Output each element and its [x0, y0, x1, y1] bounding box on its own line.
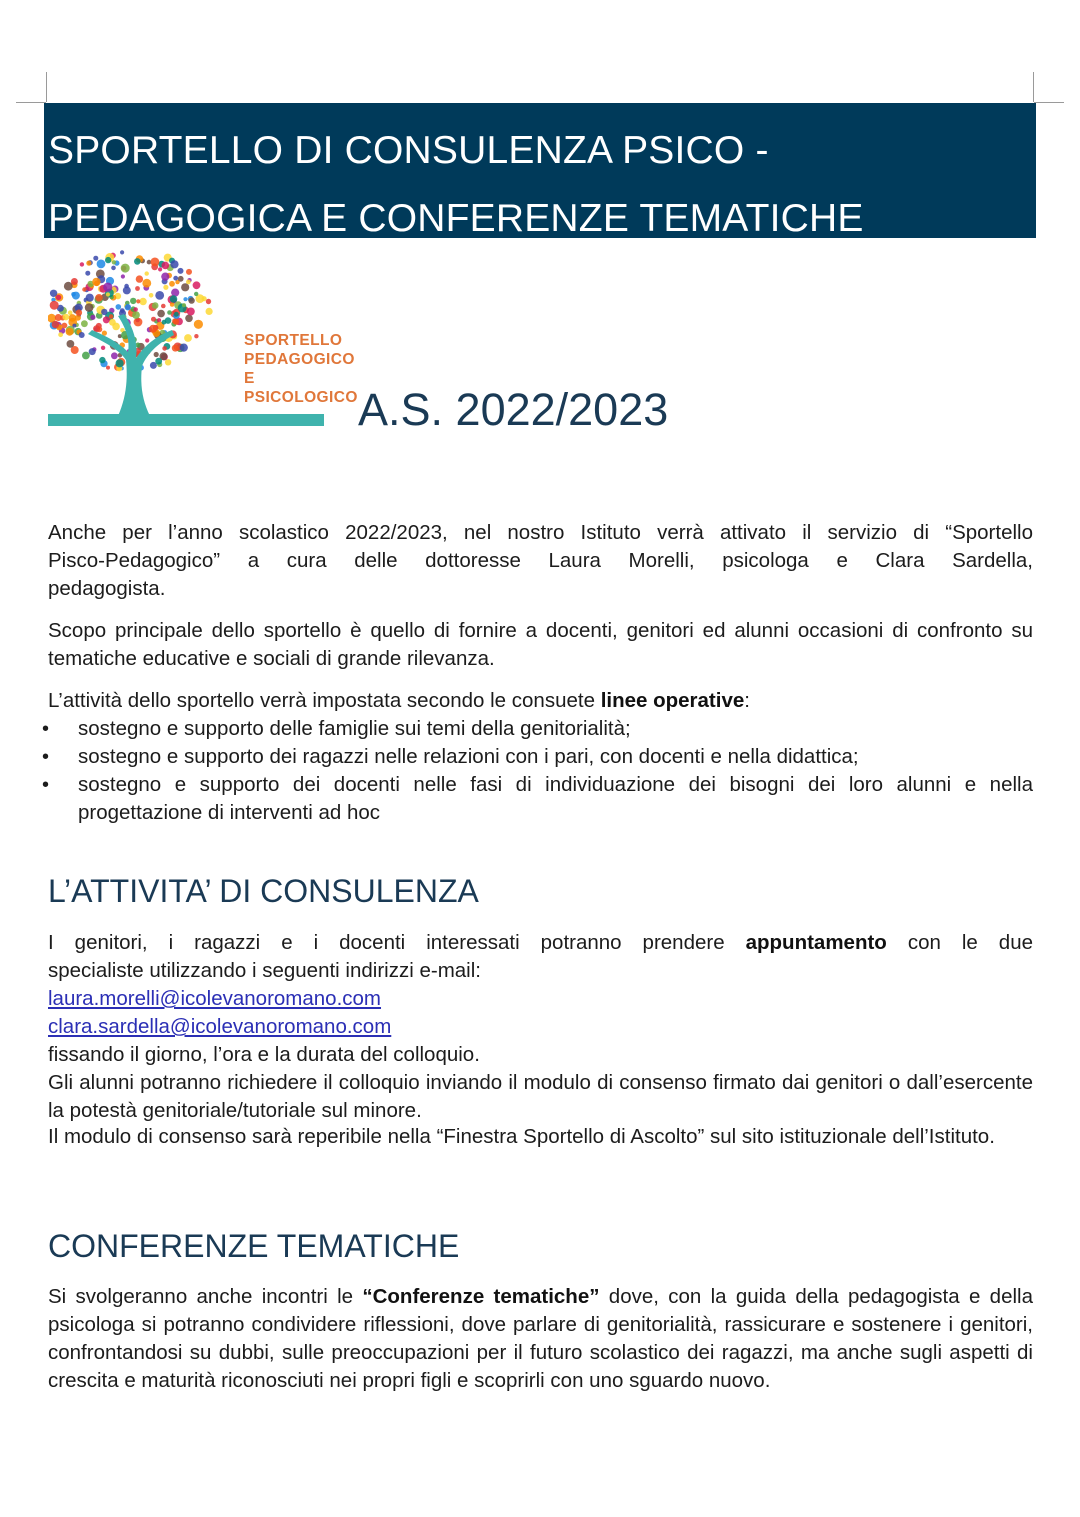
consulenza-text-before: I genitori, i ragazzi e i docenti interessati potranno prendere — [48, 931, 746, 954]
consulenza-text-after: con le due — [886, 931, 1033, 954]
email-line-2 — [48, 1013, 1033, 1041]
linee-colon: : — [744, 689, 750, 712]
modulo-paragraph: Il modulo di consenso sarà reperibile nella “Finestra Sportello di Ascolto” sul sito istituzionale dell’Istituto. — [48, 1125, 995, 1148]
crop-mark-right-vertical — [1033, 72, 1034, 102]
operational-lines-list — [42, 715, 1033, 827]
list-item — [42, 715, 1033, 743]
logo-text-line-4: PSICOLOGICO — [244, 389, 358, 406]
intro-paragraph-3 — [48, 687, 1033, 715]
logo-text-line-3: E — [244, 370, 255, 387]
conferenze-tematiche-bold: “Conferenze tematiche” — [362, 1285, 600, 1308]
crop-mark-right-horizontal — [1034, 102, 1064, 103]
list-item — [42, 771, 1033, 827]
consulenza-line-1 — [48, 929, 1033, 957]
bullet-icon: • — [42, 774, 50, 796]
fissando-line: fissando il giorno, l’ora e la durata del colloquio. — [48, 1043, 480, 1066]
crop-mark-left-vertical — [46, 72, 47, 102]
email-link-morelli[interactable]: laura.morelli@icolevanoromano.com — [48, 987, 382, 1010]
appuntamento-bold: appuntamento — [745, 931, 887, 954]
email-line-1 — [48, 985, 1033, 1013]
bullet-icon: • — [42, 746, 50, 768]
consulenza-line-2: specialiste utilizzando i seguenti indirizzi e-mail: — [48, 959, 481, 982]
title-banner — [44, 103, 1036, 238]
email-link-sardella[interactable]: clara.sardella@icolevanoromano.com — [48, 1015, 392, 1038]
title-line-1: SPORTELLO DI CONSULENZA PSICO - — [48, 129, 769, 172]
consulenza-heading: L’ATTIVITA’ DI CONSULENZA — [48, 873, 479, 909]
intro-paragraph-2: Scopo principale dello sportello è quello di fornire a docenti, genitori ed alunni occasioni di confronto su tematiche educative e sociali di grande rilevanza. — [48, 619, 1033, 670]
intro-line-2: Pisco-Pedagogico” a cura delle dottoresse Laura Morelli, psicologa e Clara Sardella, — [48, 549, 1033, 572]
list-item-text: sostegno e supporto dei ragazzi nelle relazioni con i pari, con docenti e nella didattica; — [78, 745, 859, 768]
sportello-logo — [48, 248, 358, 428]
conferenze-heading: CONFERENZE TEMATICHE — [48, 1228, 460, 1264]
alunni-paragraph: Gli alunni potranno richiedere il colloquio inviando il modulo di consenso firmato dai genitori o dall’esercente la potestà genitoriale/tutoriale sul minore. — [48, 1071, 1033, 1122]
school-year: A.S. 2022/2023 — [358, 384, 669, 435]
crop-mark-left-horizontal — [16, 102, 46, 103]
logo-text-line-2: PEDAGOGICO — [244, 351, 355, 368]
intro-line-3: pedagogista. — [48, 577, 166, 600]
linee-operative-bold: linee operative — [600, 689, 745, 712]
conferenze-text-before: Si svolgeranno anche incontri le — [48, 1285, 363, 1308]
conferenze-text-after: dove, con la guida della pedagogista e della psicologa si potranno condividere riflessioni, dove parlare di genitorialità, rassicurare e sostenere i genitori, confrontandosi su dubbi, sulle preoccupazioni per il futuro scolastico dei ragazzi, ma anche sugli aspetti di crescita e maturità riconosciuti nei propri figli e scoprirli con uno sguardo nuovo. — [48, 1285, 1033, 1392]
list-item-text: sostegno e supporto dei docenti nelle fasi di individuazione dei bisogni dei loro alunni e nella progettazione di interventi ad hoc — [78, 773, 1033, 824]
bullet-icon: • — [42, 718, 50, 740]
list-item — [42, 743, 1033, 771]
logo-text-line-1: SPORTELLO — [244, 332, 343, 349]
title-line-2: PEDAGOGICA E CONFERENZE TEMATICHE — [48, 197, 864, 240]
list-item-text: sostegno e supporto delle famiglie sui temi della genitorialità; — [78, 717, 631, 740]
linee-intro-text: L’attività dello sportello verrà impostata secondo le consuete — [48, 689, 601, 712]
intro-line-1: Anche per l’anno scolastico 2022/2023, nel nostro Istituto verrà attivato il servizio di “Sportello — [48, 521, 1033, 544]
conferenze-paragraph — [48, 1283, 1033, 1395]
